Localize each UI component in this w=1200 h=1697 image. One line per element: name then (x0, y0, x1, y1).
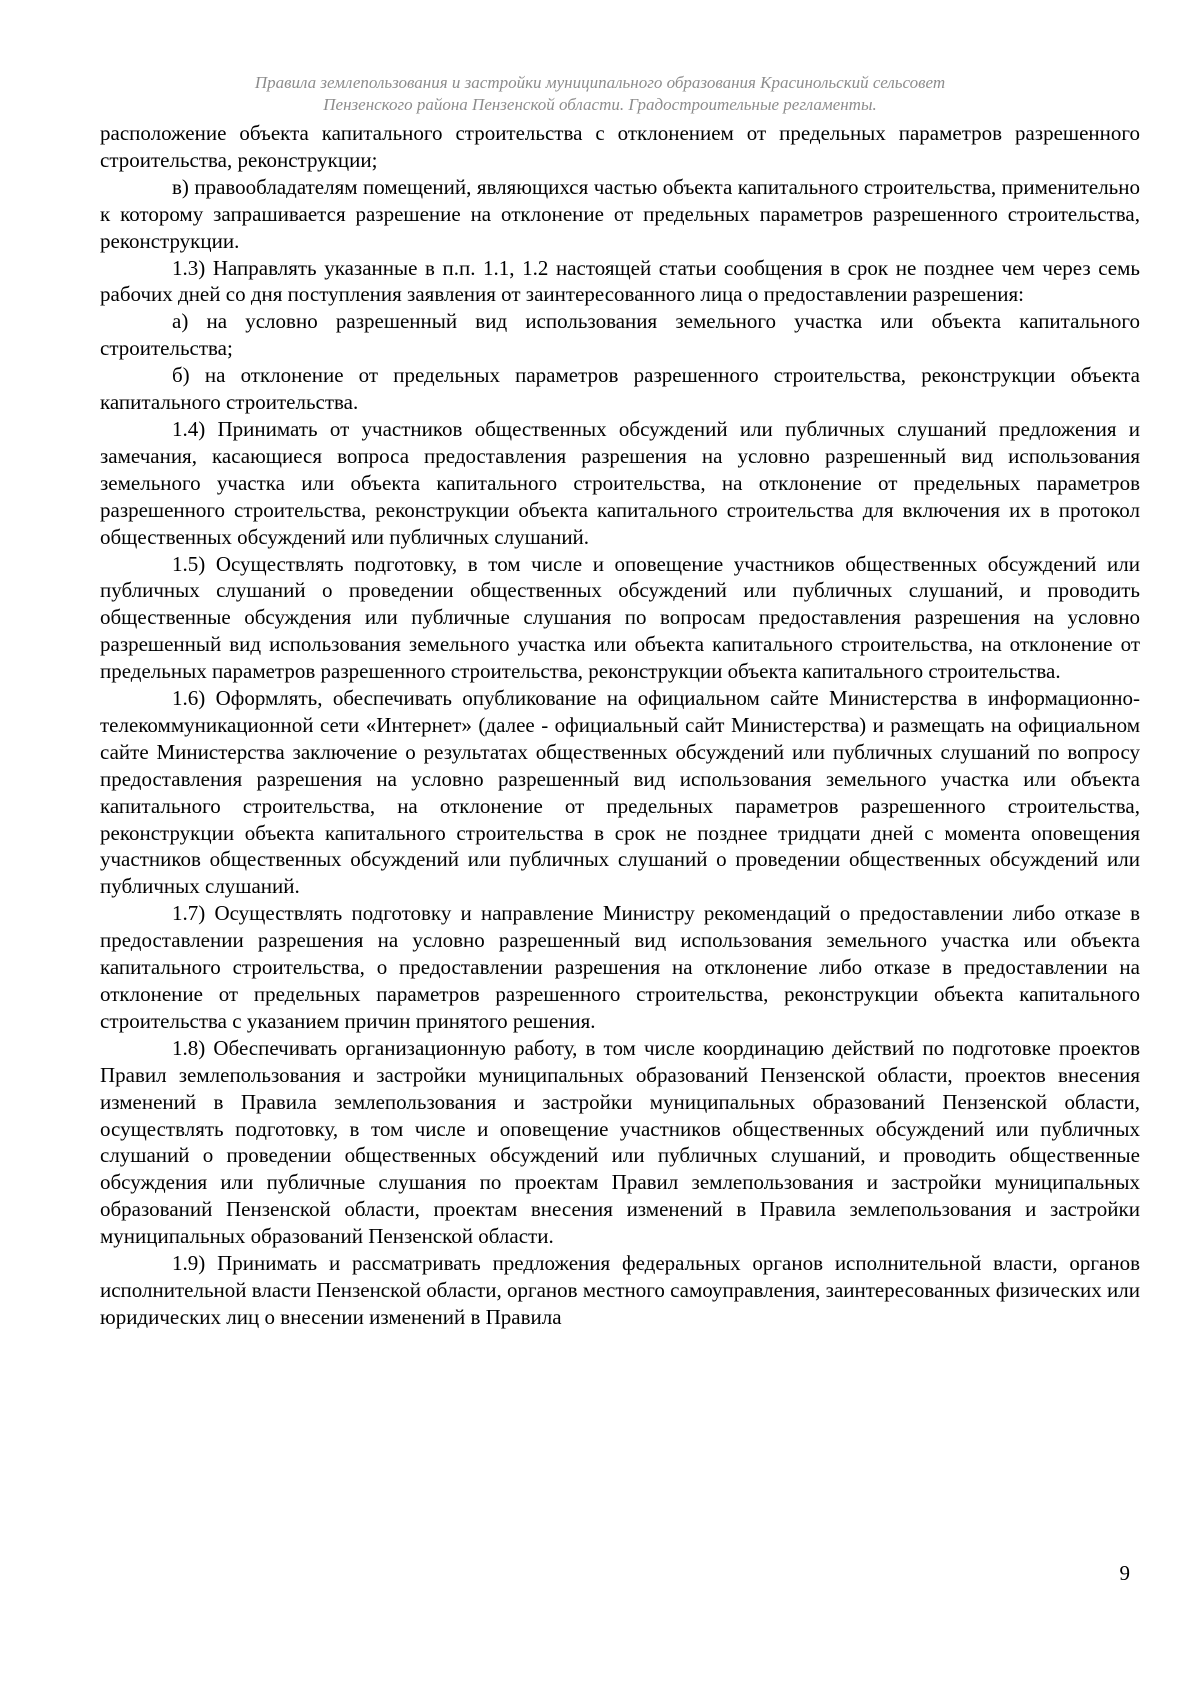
paragraph-11: 1.9) Принимать и рассматривать предложения федеральных органов исполнительной власти, органов исполнительной власти Пензенской области, органов местного самоуправления, заинтересованных физических или юридических лиц о внесении изменений в Правила (100, 1251, 1140, 1329)
paragraph-8: 1.6) Оформлять, обеспечивать опубликование на официальном сайте Министерства в информационно-телекоммуникационной сети «Интернет» (далее - официальный сайт Министерства) и размещать на официальном сайте Министерства заключение о результатах общественных обсуждений или публичных слушаний по вопросу предоставления разрешения на условно разрешенный вид использования земельного участка или объекта капитального строительства, на отклонение от предельных параметров разрешенного строительства, реконструкции объекта капитального строительства в срок не позднее тридцати дней с момента оповещения участников общественных обсуждений или публичных слушаний о проведении общественных обсуждений или публичных слушаний. (100, 686, 1140, 899)
running-header-line-2: Пензенского района Пензенской области. Градостроительные регламенты. (323, 95, 877, 114)
paragraph-10: 1.8) Обеспечивать организационную работу, в том числе координацию действий по подготовке проектов Правил землепользования и застройки муниципальных образований Пензенской области, проектов внесения изменений в Правила землепользования и застройки муниципальных образований Пензенской области, осуществлять подготовку, в том числе и оповещение участников общественных обсуждений или публичных слушаний о проведении общественных обсуждений или публичных слушаний, и проводить общественные обсуждения или публичные слушания по проектам Правил землепользования и застройки муниципальных образований Пензенской области, проектам внесения изменений в Правила землепользования и застройки муниципальных образований Пензенской области. (100, 1035, 1140, 1249)
paragraph-3: 1.3) Направлять указанные в п.п. 1.1, 1.2 настоящей статьи сообщения в срок не позднее чем через семь рабочих дней со дня поступления заявления от заинтересованного лица о предоставлении разрешения: (100, 255, 1140, 307)
running-header (100, 72, 1100, 116)
page-number: 9 (1119, 1561, 1130, 1585)
body-text (100, 120, 1140, 1331)
running-header-line-1: Правила землепользования и застройки муниципального образования Красинольский сельсовет (254, 73, 946, 92)
paragraph-4: а) на условно разрешенный вид использования земельного участка или объекта капитального строительства; (100, 309, 1140, 361)
paragraph-6: 1.4) Принимать от участников общественных обсуждений или публичных слушаний предложения и замечания, касающиеся вопроса предоставления разрешения на условно разрешенный вид использования земельного участка или объекта капитального строительства, на отклонение от предельных параметров разрешенного строительства, реконструкции объекта капитального строительства для включения их в протокол общественных обсуждений или публичных слушаний. (100, 416, 1140, 549)
paragraph-9: 1.7) Осуществлять подготовку и направление Министру рекомендаций о предоставлении либо отказе в предоставлении разрешения на условно разрешенный вид использования земельного участка или объекта капитального строительства, о предоставлении разрешения на отклонение либо отказе в предоставлении на отклонение от предельных параметров разрешенного строительства, реконструкции объекта капитального строительства с указанием причин принятого решения. (100, 901, 1140, 1033)
paragraph-1: расположение объекта капитального строительства с отклонением от предельных параметров разрешенного строительства, реконструкции; (100, 121, 1140, 172)
paragraph-2: в) правообладателям помещений, являющихся частью объекта капитального строительства, применительно к которому запрашивается разрешение на отклонение от предельных параметров разрешенного строительства, реконструкции. (100, 174, 1140, 253)
paragraph-5: б) на отклонение от предельных параметров разрешенного строительства, реконструкции объекта капитального строительства. (100, 363, 1140, 415)
paragraph-7: 1.5) Осуществлять подготовку, в том числе и оповещение участников общественных обсуждений или публичных слушаний о проведении общественных обсуждений или публичных слушаний, и проводить общественные обсуждения или публичные слушания по вопросам предоставления разрешения на условно разрешенный вид использования земельного участка или объекта капитального строительства, на отклонение от предельных параметров разрешенного строительства, реконструкции объекта капитального строительства. (100, 551, 1140, 684)
